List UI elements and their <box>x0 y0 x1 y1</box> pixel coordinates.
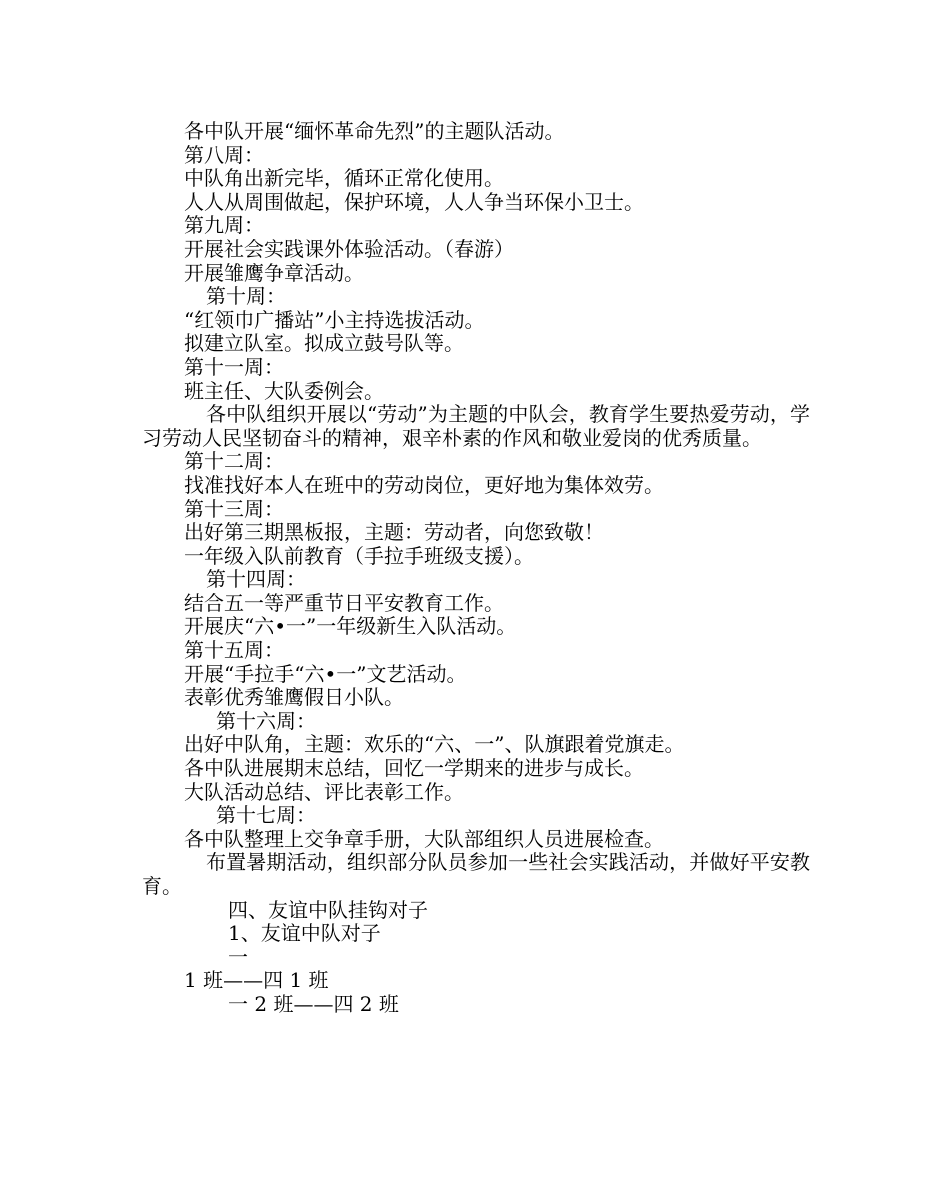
text-line: 各中队进展期末总结，回忆一学期来的进步与成长。 <box>184 756 644 781</box>
text-line: 大队活动总结、评比表彰工作。 <box>184 779 464 804</box>
text-line: 一 2 班——四 2 班 <box>228 991 399 1016</box>
text-line: 1、友谊中队对子 <box>228 921 381 946</box>
text-line: “红领巾广播站”小主持选拔活动。 <box>184 307 485 332</box>
document-body <box>142 120 810 1017</box>
text-line: 班主任、大队委例会。 <box>184 378 384 403</box>
text-line: 出好中队角，主题：欢乐的“六、一”、队旗跟着党旗走。 <box>184 732 685 757</box>
text-line: 第十二周： <box>184 449 284 474</box>
text-line: 结合五一等严重节日平安教育工作。 <box>184 590 504 615</box>
paragraph: 各中队组织开展以“劳动”为主题的中队会，教育学生要热爱劳动，学习劳动人民坚韧奋斗的精神，艰辛朴素的作风和敬业爱岗的优秀质量。 <box>142 402 810 450</box>
text-line: 开展社会实践课外体验活动。（春游） <box>184 236 514 261</box>
text-line: 第九周： <box>184 213 264 238</box>
text-line: 找准找好本人在班中的劳动岗位，更好地为集体效劳。 <box>184 472 664 497</box>
text-line: 第八周： <box>184 142 264 167</box>
text-line: 开展庆“六•一”一年级新生入队活动。 <box>184 614 517 639</box>
paragraph: 布置暑期活动，组织部分队员参加一些社会实践活动，并做好平安教育。 <box>142 850 810 898</box>
text-line: 各中队整理上交争章手册，大队部组织人员进展检查。 <box>184 826 664 851</box>
text-line: 各中队开展“缅怀革命先烈”的主题队活动。 <box>184 119 565 143</box>
text-line: 第十六周： <box>216 708 316 733</box>
text-line: 第十七周： <box>216 803 316 828</box>
text-line: 第十一周： <box>184 354 284 379</box>
text-line: 第十三周： <box>184 496 284 521</box>
text-line: 开展“手拉手“六•一”文艺活动。 <box>184 661 467 686</box>
text-line: 四、友谊中队挂钩对子 <box>228 897 428 922</box>
text-line: 第十五周： <box>184 638 284 663</box>
text-line: 1 班——四 1 班 <box>184 968 329 993</box>
text-line: 中队角出新完毕，循环正常化使用。 <box>184 166 504 191</box>
text-line: 拟建立队室。拟成立鼓号队等。 <box>184 331 464 356</box>
text-line: 一年级入队前教育（手拉手班级支援）。 <box>184 543 534 568</box>
text-line: 开展雏鹰争章活动。 <box>184 260 364 285</box>
text-line: 人人从周围做起，保护环境，人人争当环保小卫士。 <box>184 189 644 214</box>
text-line: 表彰优秀雏鹰假日小队。 <box>184 685 404 710</box>
text-line: 一 <box>228 944 248 969</box>
text-line: 第十四周： <box>206 567 306 592</box>
text-line: 第十周： <box>206 284 286 309</box>
text-line: 出好第三期黑板报，主题：劳动者，向您致敬！ <box>184 520 604 545</box>
